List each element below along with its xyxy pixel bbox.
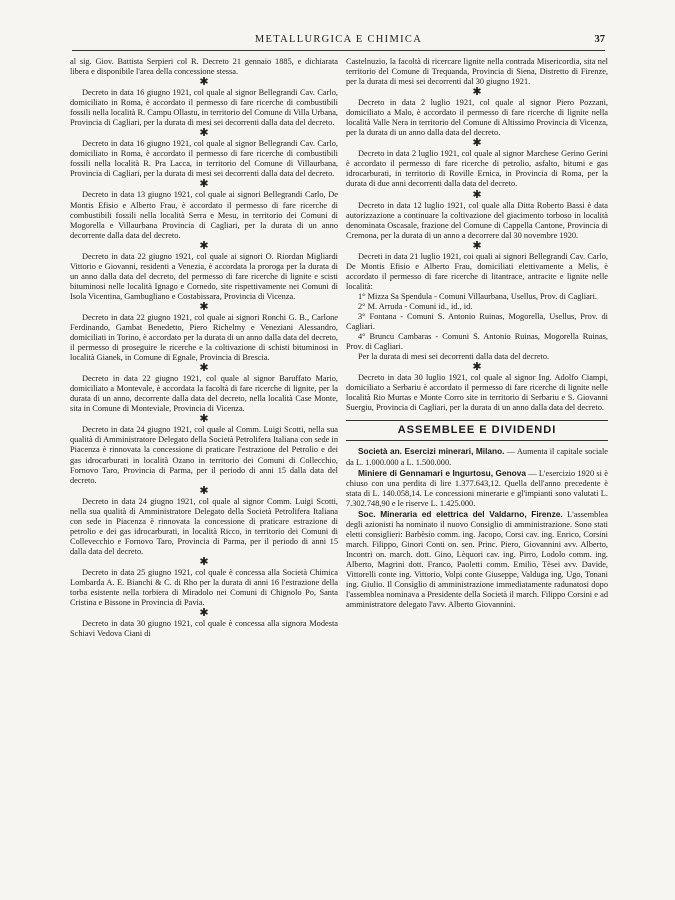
left-column	[70, 57, 338, 639]
separator-asterisk: ✱	[199, 178, 209, 191]
decree-paragraph: Castelnuzio, la facoltà di ricercare lignite nella contrada Misericordia, sita nel territorio del Comune di Trequanda, Provincia di Siena, Distretto di Firenze, per la durata di mesi sei decorrenti dal 30 giugno 1921.	[346, 57, 608, 87]
decree-paragraph: Decreto in data 22 giugno 1921, col quale ai signori O. Riordan Migliardi Vittorio e Giovanni, residenti a Venezia, è accordata la proroga per la durata di un anno dalla data del decreto, del permesso di fare ricerche di lignite e scisti bituminosi nelle località Ignago e Cornedo, site rispettivamente nei Comuni di Isola Vicentina, Gambugliano e Costabissara, Provincia di Vicenza.	[70, 251, 338, 301]
dividend-entry	[346, 509, 608, 610]
company-name: Società an. Esercizi minerari, Milano.	[358, 446, 505, 457]
journal-title: METALLURGICA E CHIMICA	[254, 34, 423, 45]
decree-paragraph: al sig. Giov. Battista Serpieri col R. Decreto 21 gennaio 1885, e dichiarata libera e disponibile l'area della concessione stessa.	[70, 57, 338, 77]
decree-paragraph: Decreto in data 30 luglio 1921, col quale al signor Ing. Adolfo Ciampi, domiciliato a Serbariu è accordato il permesso di fare ricerche di lignite nelle località Rio Murtas e Monte Corro site in territorio di Serbariu e S. Giovanni Suergiu, Provincia di Cagliari, per la durata di un anno dalla data del decreto.	[346, 373, 608, 413]
section-title: ASSEMBLEE E DIVIDENDI	[397, 424, 557, 437]
separator-asterisk: ✱	[199, 362, 209, 375]
separator-asterisk: ✱	[472, 86, 482, 99]
right-column	[346, 57, 608, 610]
decree-paragraph: Decreto in data 12 luglio 1921, col quale alla Ditta Roberto Bassi è data autorizzazione a continuare la coltivazione del giacimento torboso in località denominata Oscasale, frazione del Comune di Cappella Cantone, Provincia di Cremona, per la durata di un anno a decorrere dal 30 novembre 1920.	[346, 200, 608, 240]
decree-paragraph: Decreto in data 22 giugno 1921, col quale ai signori Ronchi G. B., Carlone Ferdinando, Gambat Benedetto, Piero Richelmy e Veneziani Alessandro, domiciliati in Torino, è accordato per la durata di un anno dalla data del decreto, il permesso di proseguire le ricerche e la coltivazione di schisti bituminosi in località Gianek, in Comune di Egnale, Provincia di Brescia.	[70, 312, 338, 363]
decree-paragraph: Decreto in data 30 giugno 1921, col quale è concessa alla signora Modesta Schiavi Vedova Ciani di	[70, 619, 338, 639]
decree-paragraph: Decreto in data 2 luglio 1921, col quale al signor Marchese Gerino Gerini è accordato il permesso di fare ricerche di petrolio, asfalto, bitumi e gas idrocarburati, in territorio di Roville Ernica, in Provincia di Roma, per la durata di due anni decorrenti dalla data del decreto.	[346, 149, 608, 189]
localities-tail: Per la durata di mesi sei decorrenti dalla data del decreto.	[358, 352, 550, 362]
decree-paragraph: Decreto in data 25 giugno 1921, col quale è concessa alla Società Chimica Lombarda A. E. Bianchi & C. di Rho per la durata di anni 16 l'estrazione della torba esistente nella torbiera di Miradolo nei Comuni di Chignolo Po, Santa Cristina e Bissone in Provincia di Pavia.	[70, 567, 338, 608]
company-name: Miniere di Gennamari e Ingurtosu, Genova	[358, 467, 526, 478]
entry-text: — Aumenta il capitale sociale da L. 1.000.000 a L. 1.500.000.	[346, 447, 609, 467]
separator-asterisk: ✱	[199, 76, 209, 89]
section-rule	[346, 420, 608, 421]
locality-item: 2° M. Arruda - Comuni id., id., id.	[358, 301, 473, 311]
separator-asterisk: ✱	[199, 413, 209, 426]
locality-item: 3° Fontana - Comuni S. Antonio Ruinas, Mogorella, Usellus, Prov. di Cagliari.	[346, 311, 608, 332]
section-rule	[346, 440, 608, 441]
separator-asterisk: ✱	[199, 239, 209, 252]
separator-asterisk: ✱	[199, 300, 209, 313]
localities-list	[346, 292, 608, 352]
running-header	[72, 34, 605, 51]
decree-paragraph: Decreto in data 2 luglio 1921, col quale al signor Piero Pozzani, domiciliato a Malo, è accordato il permesso di fare ricerche di lignite nella località Valle Nera in territorio del Comune di Altissimo Provincia di Vicenza, per la durata di un anno dalla data del decreto.	[346, 98, 608, 138]
separator-asterisk: ✱	[199, 607, 209, 620]
separator-asterisk: ✱	[472, 361, 482, 374]
separator-asterisk: ✱	[472, 188, 482, 201]
locality-item: 1° Mizza Sa Spendula - Comuni Villaurbana, Usellus, Prov. di Cagliari.	[358, 291, 597, 301]
company-name: Soc. Mineraria ed elettrica del Valdarno, Firenze.	[358, 508, 563, 519]
decree-paragraph: Decreto in data 13 giugno 1921, col quale ai signori Bellegrandi Carlo, De Montis Efisio e Alberto Frau, è accordato il permesso di fare ricerche di combustibili fossili nella località Serra e Mesu, in territorio dei Comuni di Mogorella e Villaurbana Provincia di Cagliari, per la durata di un anno decorrente dalla data del decreto.	[70, 190, 338, 240]
separator-asterisk: ✱	[199, 555, 209, 568]
dividend-entry	[346, 468, 608, 509]
separator-asterisk: ✱	[199, 127, 209, 140]
decree-paragraph: Decreti in data 21 luglio 1921, coi quali ai signori Bellegrandi Cav. Carlo, De Montis Efisio e Alberto Frau, domiciliati elettivamente a Melis, è accordato il permesso di fare ricerche di litantrace, antracite e lignite nelle località:	[346, 251, 608, 291]
decree-paragraph: Decreto in data 24 giugno 1921, col quale al Comm. Luigi Scotti, nella sua qualità di Amministratore Delegato della Società Petrolifera Italiana con sede in Piacenza è rinnovata la concessione di praticare l'estrazione del Petrolio e dei gas idrocarburati in località Ozano in territorio dei Comuni di Collecchio, Fornovo Taro, Provincia di Parma, per il periodo di anni 15 dalla data del decreto.	[70, 425, 338, 485]
separator-asterisk: ✱	[472, 239, 482, 252]
entry-text: — L'esercizio 1920 si è chiuso con una perdita di lire 1.377.643,12. Quella dell'anno precedente è stata di L. 140.058,14. Le concessioni minerarie e gl'impianti sono valutati L. 7.302.748,90 e le riserve L. 1.425.000.	[346, 468, 608, 508]
page-number: 37	[594, 34, 605, 45]
separator-asterisk: ✱	[472, 137, 482, 150]
decree-paragraph: Decreto in data 16 giugno 1921, col quale al signor Bellegrandi Cav. Carlo, domiciliato in Roma, è accordato il permesso di fare ricerche di combustibili fossili nella località R. Pra Lacca, in territorio del Comune di Villaurbana, Provincia di Cagliari, per la durata di mesi sei decorrenti dalla data del decreto.	[70, 139, 338, 179]
separator-asterisk: ✱	[199, 484, 209, 497]
section-entries	[346, 446, 608, 610]
decree-paragraph: Decreto in data 24 giugno 1921, col quale al signor Comm. Luigi Scotti, nella sua qualità di Amministratore Delegato della Società Petrolifera Italiana con sede in Piacenza è rinnovata la concessione di praticare estrazione di petrolio e dei gas idrocarburati, in località Ricco, in territorio dei Comuni di Collevecchio e Fornovo Taro, Provincia di Parma, per il periodo di anni 15 dalla data del decreto.	[70, 496, 338, 556]
dividend-entry	[346, 446, 608, 467]
right-decrees	[346, 57, 608, 292]
entry-text: L'assemblea degli azionisti ha nominato il nuovo Consiglio di amministrazione. Sono stati eletti consiglieri: Barbèsio comm. ing. Jacopo, Corsi cav. ing. Enrico, Corsini march. Filippo, Ginori Conti on. sen. Princ. Piero, Giovannini avv. Alberto, Incontri on. march. dott. Gino, Lèquori cav. ing. Pirro, Lodolo comm. ing. Alberto, Magrini dott. Franco, Paoletti comm. Emilio, Tèsei avv. Davide, Vittorelli conte ing. Vittorio, Volpi conte Giuseppe, Valduga ing. Ugo, Tonani ing. Giulio. Il Consiglio di amministrazione immediatamente radunatosi dopo l'assemblea nominava a Presidente della Società il march. Filippo Corsini e ad amministratore delegato l'avv. Alberto Giovannini.	[346, 509, 608, 610]
decree-paragraph: Decreto in data 16 giugno 1921, col quale al signor Bellegrandi Cav. Carlo, domiciliato in Roma, è accordato il permesso di fare ricerche di combustibili fossili nella località R. Campu Ollastu, in territorio del Comune di Villa Urbana, Provincia di Cagliari, per la durata di mesi sei decorrenti dalla data del decreto.	[70, 88, 338, 128]
decree-paragraph: Decreto in data 22 giugno 1921, col quale al signor Baruffato Mario, domiciliato a Montevale, è accordata la facoltà di fare ricerche di lignite, per la durata di un anno, decorrente dalla data del decreto, nella località Case Monte, sita in Comune di Monteviale, Provincia di Vicenza.	[70, 374, 338, 414]
locality-item: 4° Bruncu Cambaras - Comuni S. Antonio Ruinas, Mogorella Ruinas, Prov. di Cagliari.	[346, 332, 608, 352]
